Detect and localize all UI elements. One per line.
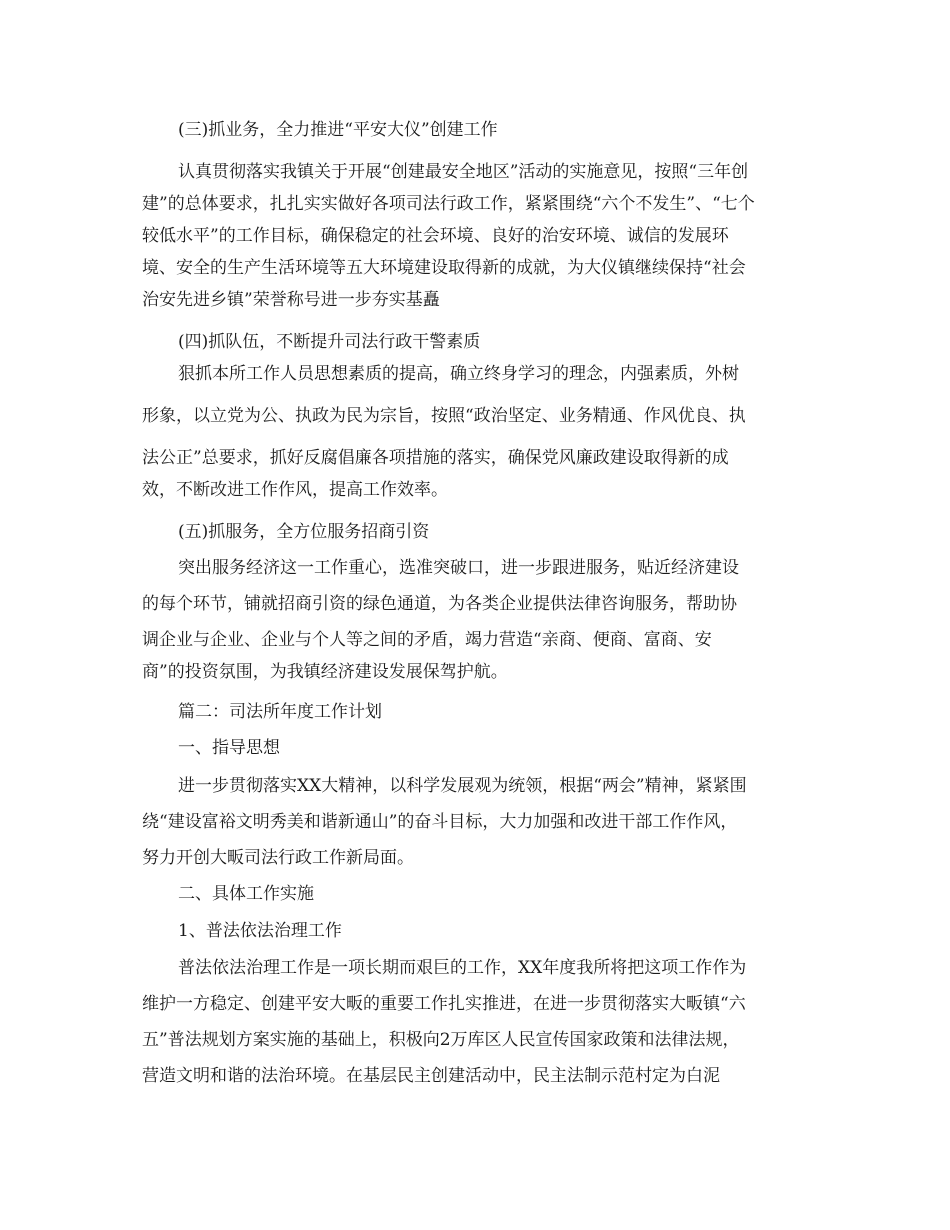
section-heading: 二、具体工作实施 bbox=[178, 884, 314, 904]
section-heading: (四)抓队伍，不断提升司法行政干警素质 bbox=[178, 332, 481, 352]
paragraph-line: 形象，以立党为公、执政为民为宗旨，按照“政治坚定、业务精通、作风优良、执 bbox=[142, 406, 746, 426]
paragraph-line: 狠抓本所工作人员思想素质的提高，确立终身学习的理念，内强素质，外树 bbox=[178, 364, 739, 384]
section-heading: 一、指导思想 bbox=[178, 738, 280, 758]
section-heading: 篇二：司法所年度工作计划 bbox=[178, 702, 382, 722]
paragraph-line: 努力开创大畈司法行政工作新局面。 bbox=[142, 848, 414, 868]
paragraph-line: 的每个环节，铺就招商引资的绿色通道，为各类企业提供法律咨询服务，帮助协 bbox=[142, 594, 737, 614]
paragraph-line: 较低水平”的工作目标，确保稳定的社会环境、良好的治安环境、诚信的发展环 bbox=[142, 226, 729, 246]
paragraph-line: 普法依法治理工作是一项长期而艰巨的工作，XX年度我所将把这项工作作为 bbox=[178, 958, 747, 978]
paragraph-line: 认真贯彻落实我镇关于开展“创建最安全地区”活动的实施意见，按照“三年创 bbox=[178, 162, 749, 182]
paragraph-line: 治安先进乡镇”荣誉称号进一步夯实基矗 bbox=[142, 290, 440, 310]
paragraph-line: 建”的总体要求，扎扎实实做好各项司法行政工作，紧紧围绕“六个不发生”、“七个 bbox=[142, 194, 755, 214]
paragraph-line: 调企业与企业、企业与个人等之间的矛盾，竭力营造“亲商、便商、富商、安 bbox=[142, 630, 712, 650]
paragraph-line: 营造文明和谐的法治环境。在基层民主创建活动中，民主法制示范村定为白泥 bbox=[142, 1066, 720, 1086]
paragraph-line: 商”的投资氛围，为我镇经济建设发展保驾护航。 bbox=[142, 662, 508, 682]
paragraph-line: 突出服务经济这一工作重心，选准突破口，进一步跟进服务，贴近经济建设 bbox=[178, 558, 739, 578]
section-heading: (三)抓业务，全力推进“平安大仪”创建工作 bbox=[178, 120, 498, 140]
paragraph-line: 维护一方稳定、创建平安大畈的重要工作扎实推进，在进一步贯彻落实大畈镇“六 bbox=[142, 994, 746, 1014]
paragraph-line: 五”普法规划方案实施的基础上，积极向2万库区人民宣传国家政策和法律法规， bbox=[142, 1030, 740, 1050]
section-heading: 1、普法依法治理工作 bbox=[178, 921, 342, 941]
paragraph-line: 法公正”总要求，抓好反腐倡廉各项措施的落实，确保党风廉政建设取得新的成 bbox=[142, 448, 729, 468]
section-heading: (五)抓服务，全方位服务招商引资 bbox=[178, 522, 430, 542]
paragraph-line: 效，不断改进工作作风，提高工作效率。 bbox=[142, 480, 448, 500]
paragraph-line: 绕“建设富裕文明秀美和谐新通山”的奋斗目标，大力加强和改进干部工作作风， bbox=[142, 812, 738, 832]
paragraph-line: 进一步贯彻落实XX大精神，以科学发展观为统领，根据“两会”精神，紧紧围 bbox=[178, 776, 747, 796]
paragraph-line: 境、安全的生产生活环境等五大环境建设取得新的成就，为大仪镇继续保持“社会 bbox=[142, 258, 746, 278]
